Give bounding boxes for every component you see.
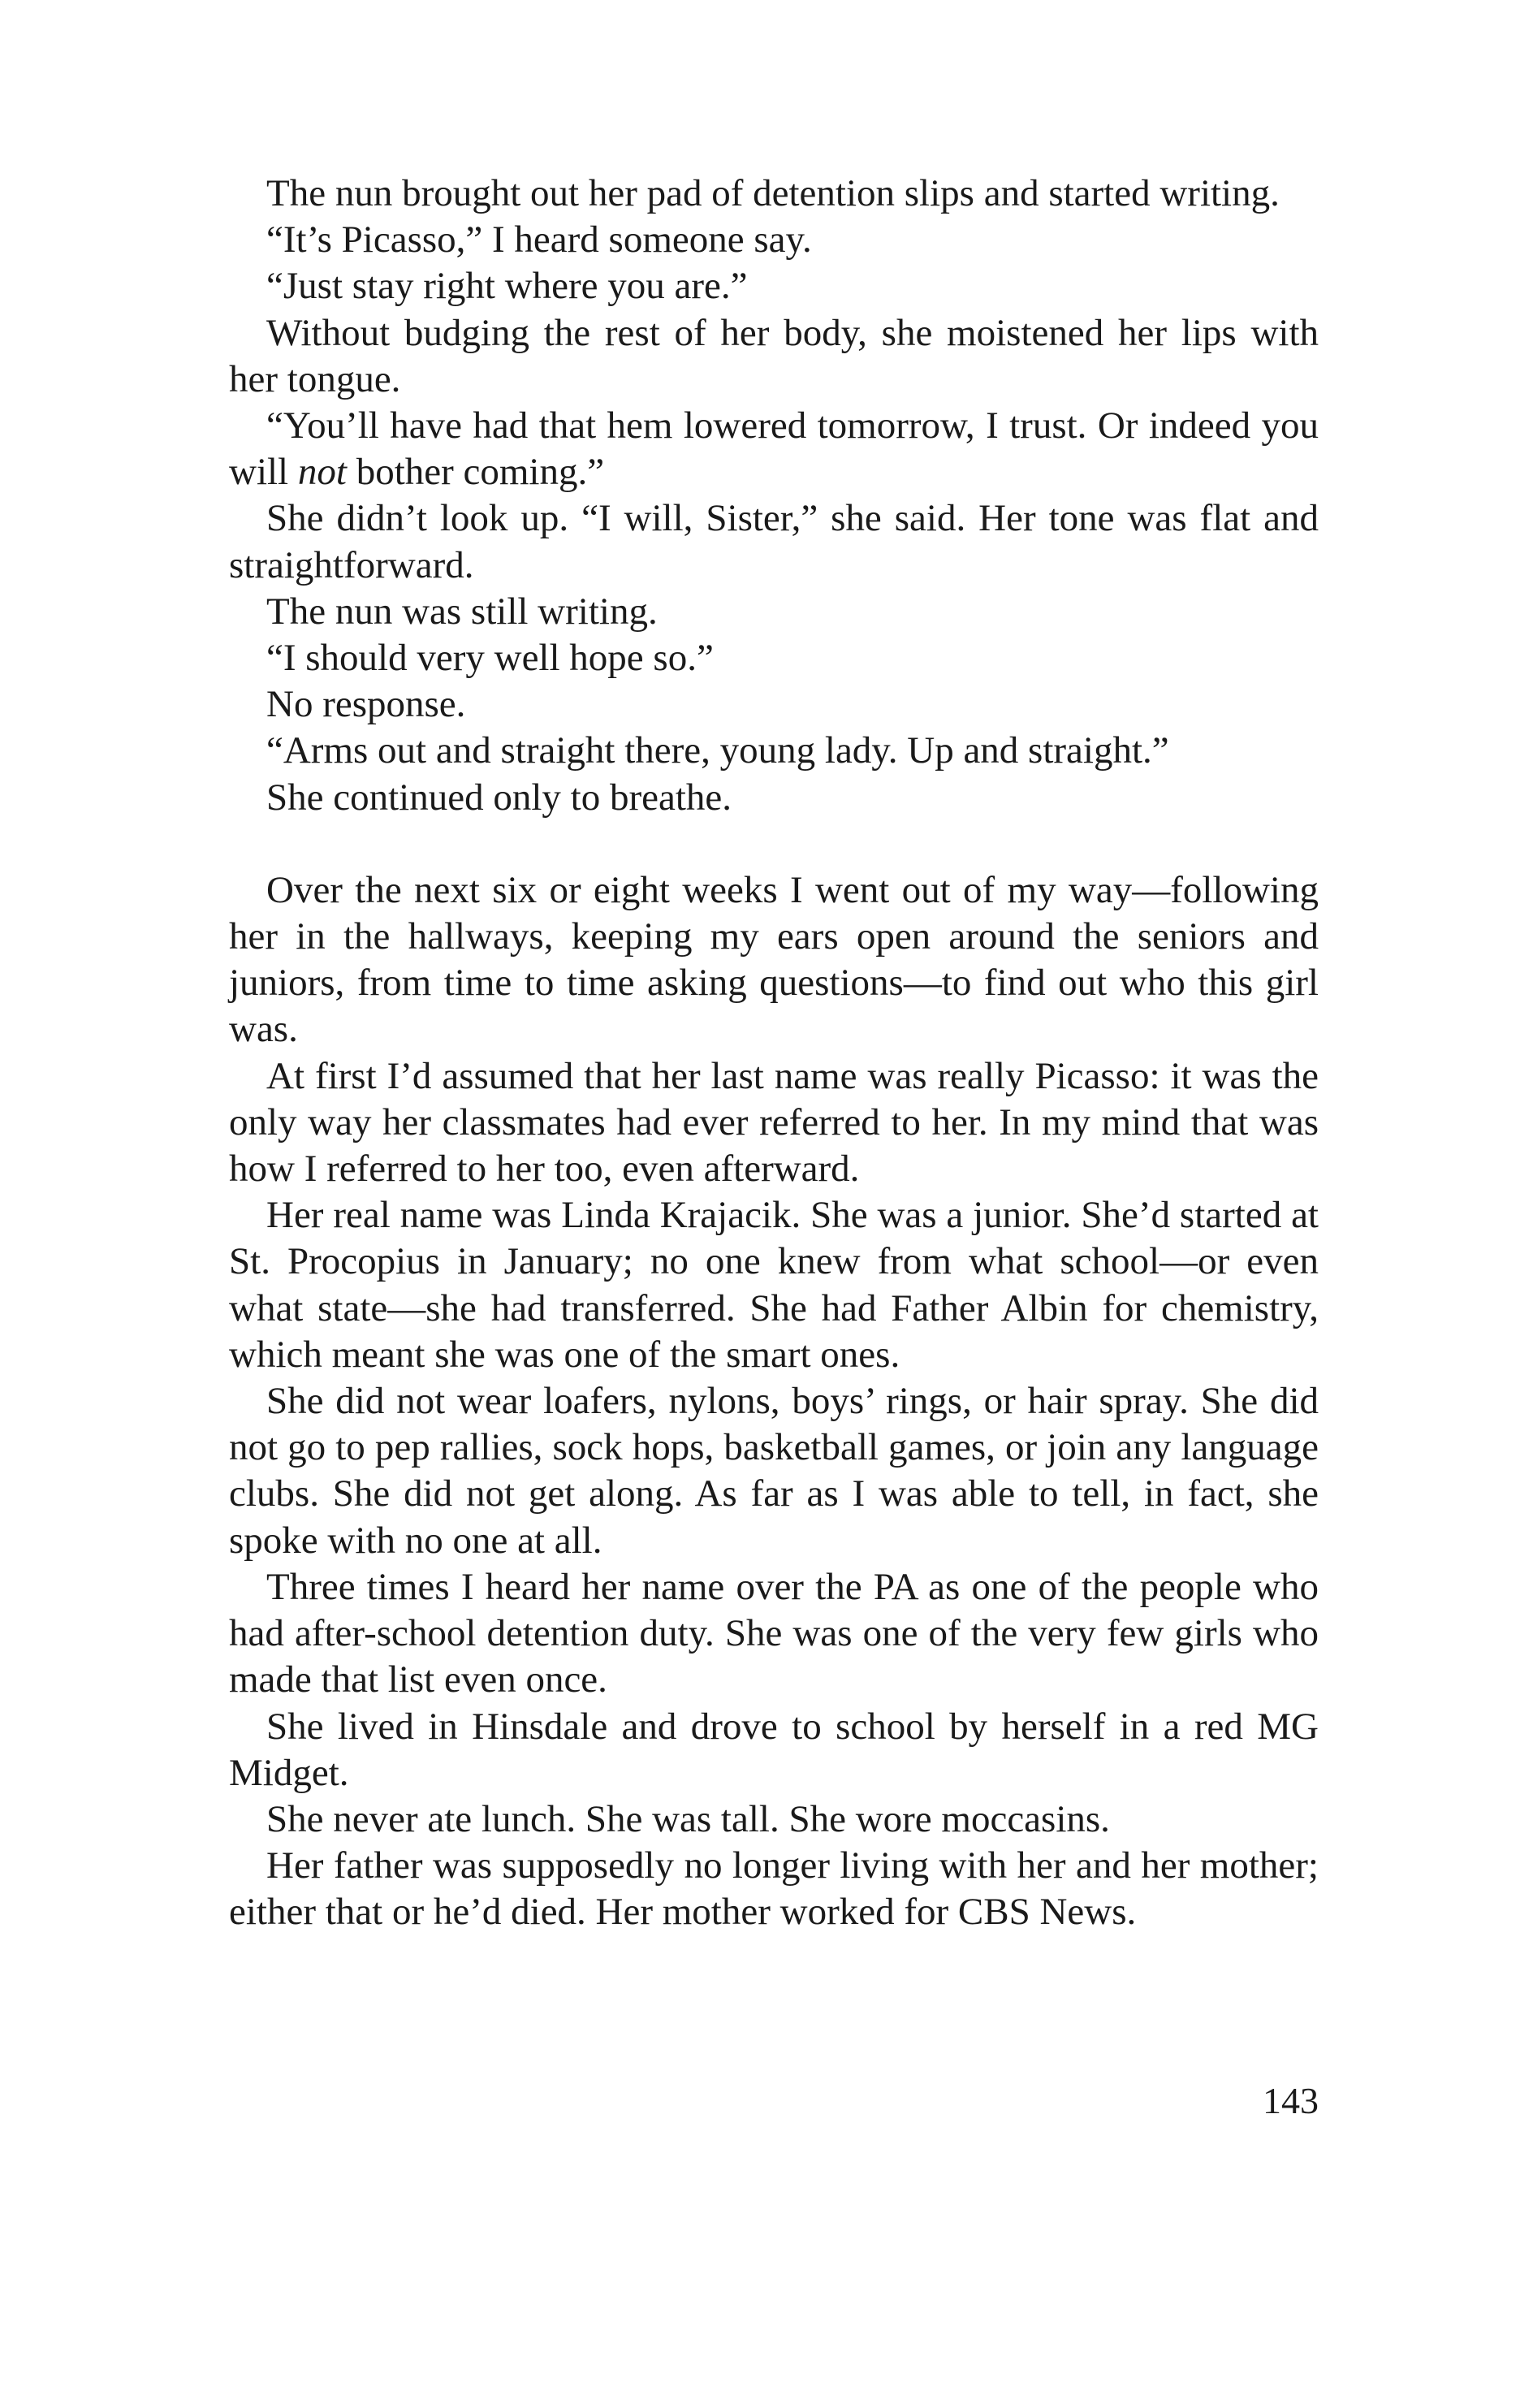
emphasized-word: not [297,451,347,494]
paragraph: The nun was still writing. [266,590,658,633]
paragraph: “Just stay right where you are.” [266,265,748,308]
paragraph: She never ate lunch. She was tall. She wore moccasins. [266,1797,1110,1840]
paragraph: She did not wear loafers, nylons, boys’ rings, or hair spray. She did not go to pep rallies, sock hops, basketball games, or join any language clubs. She did not get along. As far as I was able to tell, in fact, she spoke with no one at all. [229,1380,1319,1562]
section-break [229,821,1319,867]
paragraph: Over the next six or eight weeks I went out of my way—following her in the hallways, keeping my ears open around the seniors and juniors, from time to time asking questions—to find out who this girl was. [229,868,1319,1051]
paragraph [229,403,1319,495]
paragraph: No response. [266,683,466,726]
paragraph: She lived in Hinsdale and drove to school by herself in a red MG Midget. [229,1705,1319,1794]
body-text [229,171,1319,1936]
paragraph: Her father was supposedly no longer living with her and her mother; either that or he’d died. Her mother worked for CBS News. [229,1844,1319,1934]
paragraph: She continued only to breathe. [266,776,732,819]
paragraph: At first I’d assumed that her last name was really Picasso: it was the only way her classmates had ever referred to her. In my mind that was how I referred to her too, even afterward. [229,1054,1319,1191]
page-number: 143 [1263,2080,1319,2121]
text-run: “You’ll have had that hem lowered tomorrow, I trust. Or indeed you will [229,404,1319,494]
paragraph: “Arms out and straight there, young lady. Up and straight.” [266,729,1169,772]
paragraph: She didn’t look up. “I will, Sister,” she said. Her tone was flat and straightforward. [229,497,1319,586]
paragraph: “I should very well hope so.” [266,637,714,680]
paragraph: Her real name was Linda Krajacik. She was a junior. She’d started at St. Procopius in January; no one knew from what school—or even what state—she had transferred. She had Father Albin for chemistry, which meant she was one of the smart ones. [229,1194,1319,1376]
paragraph: The nun brought out her pad of detention slips and started writing. [266,172,1280,214]
paragraph: “It’s Picasso,” I heard someone say. [266,218,812,262]
paragraph: Without budging the rest of her body, she moistened her lips with her tongue. [229,311,1319,400]
text-run: bother coming.” [346,451,605,494]
paragraph: Three times I heard her name over the PA as one of the people who had after-school detention duty. She was one of the very few girls who made that list even once. [229,1565,1319,1701]
